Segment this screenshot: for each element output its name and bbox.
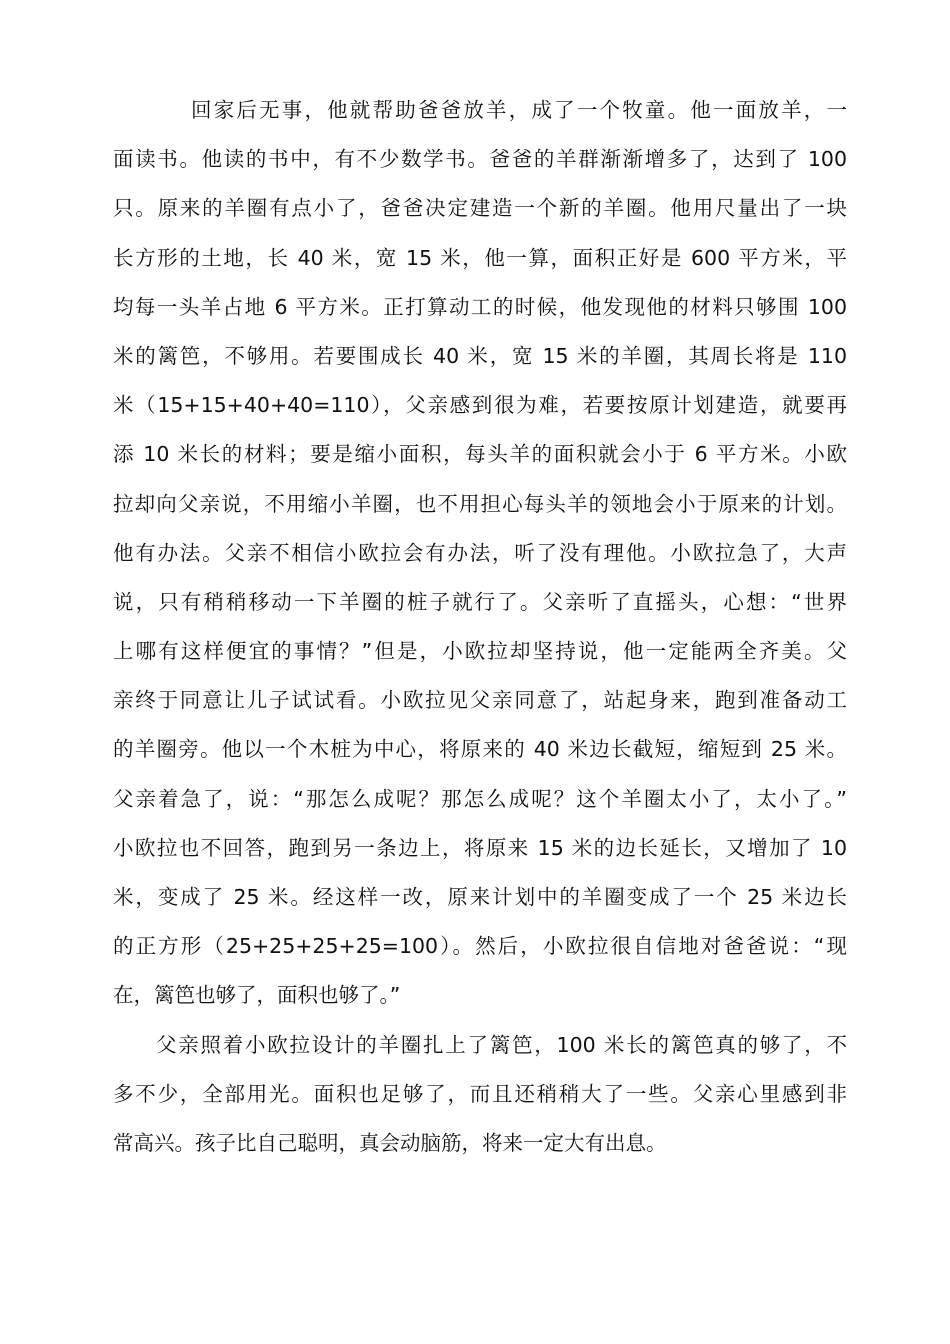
paragraph-line: 在，篱笆也够了，面积也够了。” xyxy=(113,983,401,1008)
paragraph-1 xyxy=(113,86,847,1021)
paragraph-line: 拉却向父亲说，不用缩小羊圈，也不用担心每头羊的领地会小于原来的计划。 xyxy=(113,491,847,516)
paragraph-line: 的正方形（25+25+25+25=100）。然后，小欧拉很自信地对爸爸说：“现 xyxy=(113,934,847,959)
paragraph-line: 他有办法。父亲不相信小欧拉会有办法，听了没有理他。小欧拉急了，大声 xyxy=(113,540,847,565)
paragraph-line: 米的篱笆，不够用。若要围成长 40 米，宽 15 米的羊圈，其周长将是 110 xyxy=(113,343,847,368)
paragraph-line: 米，变成了 25 米。经这样一改，原来计划中的羊圈变成了一个 25 米边长 xyxy=(113,885,847,909)
paragraph-line: 添 10 米长的材料；要是缩小面积，每头羊的面积就会小于 6 平方米。小欧 xyxy=(113,442,847,467)
paragraph-line: 多不少，全部用光。面积也足够了，而且还稍稍大了一些。父亲心里感到非 xyxy=(113,1081,847,1106)
paragraph-line: 亲终于同意让儿子试试看。小欧拉见父亲同意了，站起身来，跑到准备动工 xyxy=(113,688,847,713)
paragraph-line: 米（15+15+40+40=110），父亲感到很为难，若要按原计划建造，就要再 xyxy=(113,393,847,418)
paragraph-line: 父亲着急了，说：“那怎么成呢？那怎么成呢？这个羊圈太小了，太小了。” xyxy=(113,786,847,811)
paragraph-line: 上哪有这样便宜的事情？”但是，小欧拉却坚持说，他一定能两全齐美。父 xyxy=(113,639,847,664)
paragraph-line: 说，只有稍稍移动一下羊圈的桩子就行了。父亲听了直摇头，心想：“世界 xyxy=(113,589,847,614)
paragraph-line: 小欧拉也不回答，跑到另一条边上，将原来 15 米的边长延长，又增加了 10 xyxy=(113,835,847,860)
paragraph-line: 回家后无事，他就帮助爸爸放羊，成了一个牧童。他一面放羊，一 xyxy=(191,98,847,122)
document-body xyxy=(113,86,847,1168)
paragraph-line: 只。原来的羊圈有点小了，爸爸决定建造一个新的羊圈。他用尺量出了一块 xyxy=(113,196,847,221)
paragraph-line: 长方形的土地，长 40 米，宽 15 米，他一算，面积正好是 600 平方米，平 xyxy=(113,245,847,270)
paragraph-line: 父亲照着小欧拉设计的羊圈扎上了篱笆，100 米长的篱笆真的够了，不 xyxy=(156,1032,847,1057)
paragraph-line: 均每一头羊占地 6 平方米。正打算动工的时候，他发现他的材料只够围 100 xyxy=(113,294,847,319)
paragraph-line: 的羊圈旁。他以一个木桩为中心，将原来的 40 米边长截短，缩短到 25 米。 xyxy=(113,737,847,762)
paragraph-2 xyxy=(113,1021,847,1169)
paragraph-line: 常高兴。孩子比自己聪明，真会动脑筋，将来一定大有出息。 xyxy=(113,1130,667,1155)
paragraph-line: 面读书。他读的书中，有不少数学书。爸爸的羊群渐渐增多了，达到了 100 xyxy=(113,147,847,172)
